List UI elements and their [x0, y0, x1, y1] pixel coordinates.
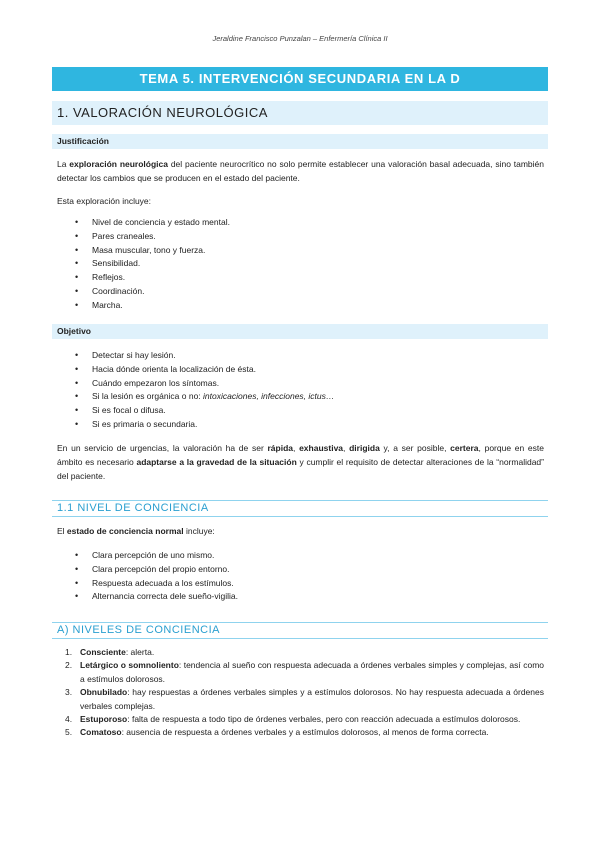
- paragraph-justificacion: La exploración neurológica del paciente neurocrítico no solo permite establecer una valoración basal adecuada, sino también detectar los cambios que se producen en el estado del paciente.: [57, 159, 544, 183]
- running-header: Jeraldine Francisco Punzalan – Enfermería Clínica II: [212, 34, 388, 43]
- list-estado-normal: [57, 549, 537, 604]
- list-item: • Detectar si hay lesión.: [57, 349, 537, 363]
- list-objetivo: [57, 349, 537, 432]
- list-item: • Clara percepción del propio entorno.: [57, 563, 537, 577]
- paragraph-urgencias: En un servicio de urgencias, la valoración ha de ser rápida, exhaustiva, dirigida y, a ser posible, certera, porque en este ámbito es necesario adaptarse a la gravedad de la situación y cumplir el requisito de detectar alteraciones de la “normalidad” del paciente.: [57, 443, 545, 481]
- subheading-justificacion: Justificación: [52, 134, 548, 149]
- section-heading-niveles: A) NIVELES DE CONCIENCIA: [52, 622, 548, 639]
- list-item: 1. Consciente: alerta.: [65, 647, 155, 657]
- list-exploracion: [57, 216, 537, 313]
- list-item: 4. Estuporoso: falta de respuesta a todo tipo de órdenes verbales, pero con reacción adecuada a estímulos dolorosos.: [65, 714, 521, 725]
- section-heading-valoracion: 1. VALORACIÓN NEUROLÓGICA: [52, 101, 548, 125]
- list-item: • Si es primaria o secundaria.: [57, 418, 537, 432]
- list-item: • Clara percepción de uno mismo.: [57, 549, 537, 563]
- list-niveles: [57, 646, 544, 740]
- list-item: 3. Obnubilado: hay respuestas a órdenes verbales simples y a estímulos dolorosos. No hay respuesta adecuada a órdenes verbales complejas.: [65, 687, 544, 711]
- list-item: • Sensibilidad.: [57, 257, 537, 271]
- list-item: • Alternancia correcta dele sueño-vigilia.: [57, 590, 537, 604]
- bold-term: exploración neurológica: [69, 159, 168, 169]
- list-item: • Hacia dónde orienta la localización de ésta.: [57, 363, 537, 377]
- paragraph-exploracion-incluye: Esta exploración incluye:: [57, 196, 152, 206]
- paragraph-estado-normal: El estado de conciencia normal incluye:: [57, 526, 215, 536]
- list-item: • Marcha.: [57, 299, 537, 313]
- list-item: • Si la lesión es orgánica o no: intoxicaciones, infecciones, ictus…: [57, 390, 537, 404]
- list-item: 5. Comatoso: ausencia de respuesta a órdenes verbales y a estímulos dolorosos, al menos de forma correcta.: [65, 727, 489, 738]
- list-item: • Nivel de conciencia y estado mental.: [57, 216, 537, 230]
- list-item: • Respuesta adecuada a los estímulos.: [57, 577, 537, 591]
- chapter-title: TEMA 5. INTERVENCIÓN SECUNDARIA EN LA D: [52, 67, 548, 91]
- subheading-objetivo: Objetivo: [52, 324, 548, 339]
- list-item: • Cuándo empezaron los síntomas.: [57, 377, 537, 391]
- list-item: • Masa muscular, tono y fuerza.: [57, 244, 537, 258]
- list-item: • Pares craneales.: [57, 230, 537, 244]
- list-item: • Coordinación.: [57, 285, 537, 299]
- list-item: • Reflejos.: [57, 271, 537, 285]
- list-item: 2. Letárgico o somnoliento: tendencia al sueño con respuesta adecuada a órdenes verbales simples y complejas, así como a estímulos dolorosos.: [65, 660, 544, 684]
- list-item: • Si es focal o difusa.: [57, 404, 537, 418]
- section-heading-nivel-conciencia: 1.1 NIVEL DE CONCIENCIA: [52, 500, 548, 517]
